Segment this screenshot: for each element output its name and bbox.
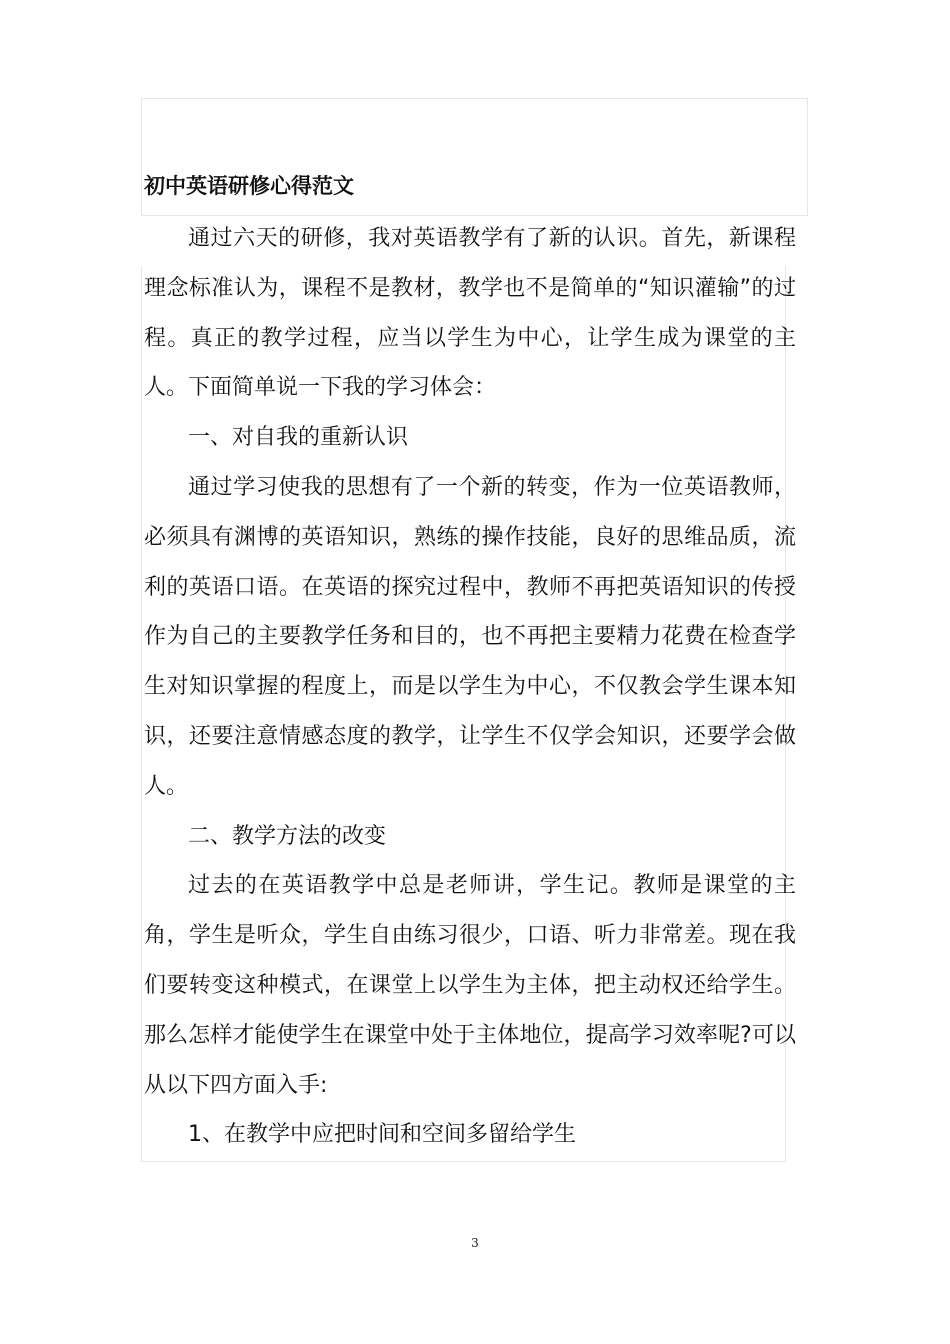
document-body [144,214,796,1160]
document-title: 初中英语研修心得范文 [144,174,354,198]
paragraph-intro: 通过六天的研修，我对英语教学有了新的认识。首先，新课程理念标准认为，课程不是教材，教学也不是简单的“知识灌输”的过程。真正的教学过程，应当以学生为中心，让学生成为课堂的主人。下面简单说一下我的学习体会： [144,226,796,401]
page-number: 3 [471,1236,479,1250]
section-heading-self-awareness: 一、对自我的重新认识 [188,425,409,451]
section-heading-teaching-method: 二、教学方法的改变 [188,823,387,849]
list-item-1: 1、在教学中应把时间和空间多留给学生 [188,1122,576,1148]
paragraph-self-awareness: 通过学习使我的思想有了一个新的转变，作为一位英语教师，必须具有渊博的英语知识，熟练的操作技能，良好的思维品质，流利的英语口语。在英语的探究过程中，教师不再把英语知识的传授作为自己的主要教学任务和目的，也不再把主要精力花费在检查学生对知识掌握的程度上，而是以学生为中心，不仅教会学生课本知识，还要注意情感态度的教学，让学生不仅学会知识，还要学会做人。 [144,474,796,799]
paragraph-teaching-method: 过去的在英语教学中总是老师讲，学生记。教师是课堂的主角，学生是听众，学生自由练习很少，口语、听力非常差。现在我们要转变这种模式，在课堂上以学生为主体，把主动权还给学生。那么怎样才能使学生在课堂中处于主体地位，提高学习效率呢?可以从以下四方面入手: [144,873,796,1098]
